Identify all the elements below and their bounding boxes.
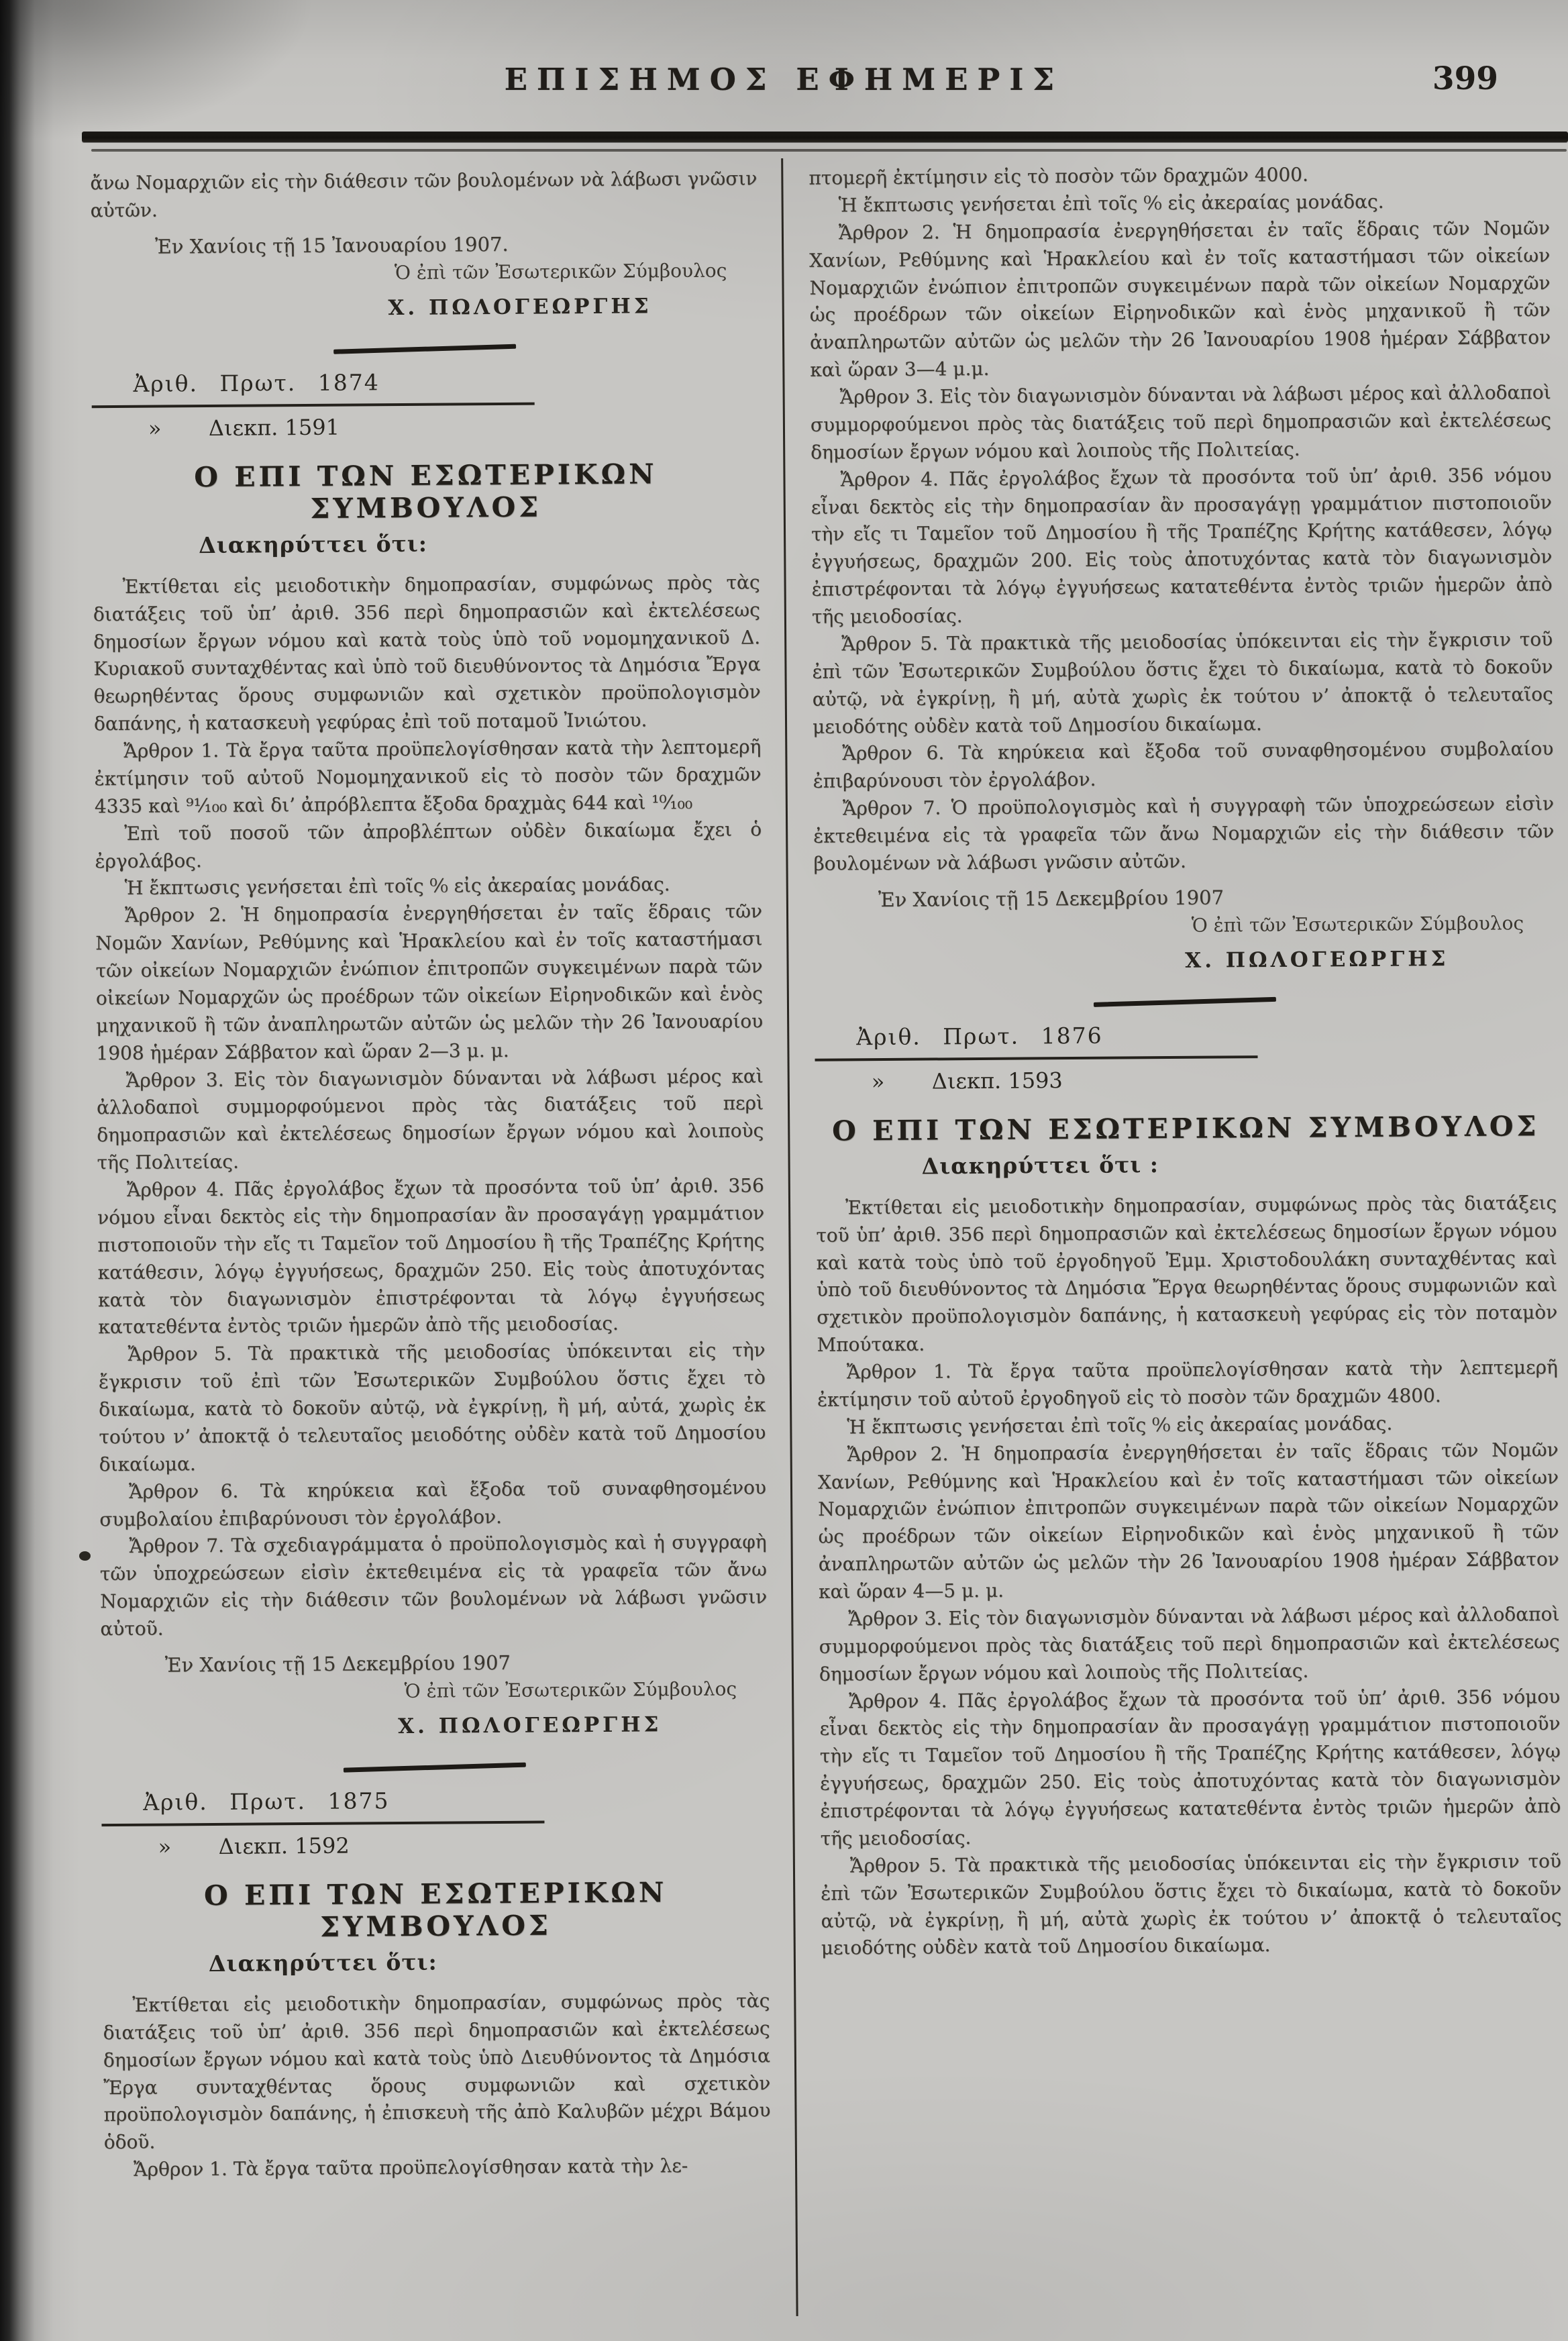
content-columns [0,137,1568,2322]
notice-1875-discount-note: Ἡ ἔκπτωσις γενήσεται ἐπὶ τοῖς ⁰⁄₀ εἰς ἀκεραίας μονάδας. [838,190,1384,217]
dispatch-label: Διεκπ. 1592 [218,1832,350,1859]
protocol-number: Ἀριθ. Πρωτ. 1876 [815,1021,1257,1061]
ditto-mark: » [871,1068,885,1094]
notice-1875-intro: Ἐκτίθεται εἰς μειοδοτικὴν δημοπρασίαν, συμφώνως πρὸς τὰς διατάξεις τοῦ ὑπ’ ἀριθ. 356 περὶ δημοπρασιῶν καὶ ἐκτελέσεως δημοσίων ἔργων νόμου καὶ κατὰ τοὺς ὑπὸ Διευθύνοντος τὰ Δημόσια Ἔργα συνταχθέντας ὅρους συμφωνιῶν καὶ σχετικὸν προϋπολογισμὸν δαπάνης, ἡ ἐπισκευὴ τῆς ἀπὸ Καλυβῶν μέχρι Βάμου ὁδοῦ. [103,1989,771,2154]
dateline: Ἐν Χανίοις τῇ 15 Δεκεμβρίου 1907 [878,886,1224,911]
signature-name: Χ. ΠΩΛΟΓΕΩΡΓΗΣ [398,1712,662,1738]
signature-role: Ὁ ἐπὶ τῶν Ἐσωτερικῶν Σύμβουλος [404,1677,737,1702]
dateline: Ἐν Χανίοις τῇ 15 Δεκεμβρίου 1907 [164,1651,511,1677]
notice-1874-article-1: Ἄρθρον 1. Τὰ ἔργα ταῦτα προϋπελογίσθησαν κατὰ τὴν λεπτομερῆ ἐκτίμησιν τοῦ αὐτοῦ Νομομηχανικοῦ εἰς τὸ ποσὸν τῶν δραχμῶν 4335 καὶ ⁹¹⁄₁₀₀ καὶ δι’ ἀπρόβλεπτα ἔξοδα δραχμὰς 644 καὶ ¹⁰⁄₁₀₀ [94,735,762,817]
notice-1874-ref-block [91,366,759,441]
left-column [90,165,796,2321]
protocol-number: Ἀριθ. Πρωτ. 1875 [101,1786,544,1826]
proclaims-line: Διακηρύττει ὅτι: [199,530,428,558]
proclaims-line: Διακηρύττει ὅτι : [921,1151,1159,1180]
proclaims-line: Διακηρύττει ὅτι: [208,1948,437,1977]
notice-1876-title: Ο ΕΠΙ ΤΩΝ ΕΣΩΤΕΡΙΚΩΝ ΣΥΜΒΟΥΛΟΣ [831,1109,1540,1147]
dispatch-number [92,411,759,441]
notice-1874-article-2: Ἄρθρον 2. Ἡ δημοπρασία ἐνεργηθήσεται ἐν ταῖς ἕδραις τῶν Νομῶν Χανίων, Ρεθύμνης καὶ Ἡρακλείου καὶ ἐν τοῖς καταστήμασι τῶν οἰκείων Νομαρχιῶν ἐνώπιον ἐπιτροπῶν συγκειμένων παρὰ τῶν οἰκείων Νομαρχῶν ὡς προέδρων τῶν οἰκείων Εἰρηνοδικῶν καὶ ἑνὸς μηχανικοῦ ἢ τῶν ἀναπληρωτῶν αὐτῶν ὡς μελῶν τὴν 26 Ἰανουαρίου 1908 ἡμέραν Σάββατον καὶ ὥραν 2—3 μ. μ. [95,900,764,1064]
dispatch-label: Διεκπ. 1591 [208,414,340,441]
notice-1874-intro: Ἐκτίθεται εἰς μειοδοτικὴν δημοπρασίαν, συμφώνως πρὸς τὰς διατάξεις τοῦ ὑπ’ ἀριθ. 356 περὶ δημοπρασιῶν καὶ ἐκτελέσεως δημοσίων ἔργων νόμου καὶ κατὰ τοὺς ὑπὸ τοῦ νομομηχανικοῦ Δ. Κυριακοῦ συνταχθέντας καὶ ὑπὸ τοῦ διευθύνοντος τὰ Δημόσια Ἔργα θεωρηθέντας ὅρους συμφωνιῶν καὶ σχετικὸν προϋπολογισμὸν δαπάνης, ἡ κατασκευὴ γεφύρας ἐπὶ τοῦ ποταμοῦ Ἰνιώτου. [93,571,761,735]
notice-1876-article-3: Ἄρθρον 3. Εἰς τὸν διαγωνισμὸν δύνανται νὰ λάβωσι μέρος καὶ ἀλλοδαποὶ συμμορφούμενοι πρὸς τὰς διατάξεις τοῦ περὶ δημοπρασιῶν καὶ ἐκτελέσεως δημοσίων ἔργων νόμου καὶ λοιποὺς τῆς Πολιτείας. [819,1602,1560,1685]
notice-1874-article-6: Ἄρθρον 6. Τὰ κηρύκεια καὶ ἔξοδα τοῦ συναφθησομένου συμβολαίου ἐπιβαρύνουσι τὸν ἐργολάβον. [99,1475,767,1530]
ink-spot [79,1551,91,1561]
ditto-mark: » [158,1834,172,1860]
section-divider-rule [333,344,516,354]
section-divider-rule [1094,997,1276,1007]
ditto-mark: » [148,415,162,441]
notice-1874-article-3: Ἄρθρον 3. Εἰς τὸν διαγωνισμὸν δύνανται νὰ λάβωσι μέρος καὶ ἀλλοδαποὶ συμμορφούμενοι πρὸς τὰς διατάξεις τοῦ περὶ δημοπρασιῶν καὶ ἐκτελέσεως δημοσίων ἔργων νόμου καὶ λοιποὺς τῆς Πολιτείας. [96,1064,764,1174]
notice-1875-article-3: Ἄρθρον 3. Εἰς τὸν διαγωνισμὸν δύνανται νὰ λάβωσι μέρος καὶ ἀλλοδαποὶ συμμορφούμενοι πρὸς τὰς διατάξεις τοῦ περὶ δημοπρασιῶν καὶ ἐκτελέσεως δημοσίων ἔργων νόμου καὶ λοιποὺς τῆς Πολιτείας. [810,381,1552,464]
dispatch-number [815,1064,1556,1095]
notice-1874-title: Ο ΕΠΙ ΤΩΝ ΕΣΩΤΕΡΙΚΩΝ ΣΥΜΒΟΥΛΟΣ [194,458,658,525]
dispatch-number [102,1830,769,1860]
notice-1876-discount-note: Ἡ ἔκπτωσις γενήσεται ἐπὶ τοῖς ⁰⁄₀ εἰς ἀκεραίας μονάδας. [847,1412,1393,1439]
notice-1875-article-4: Ἄρθρον 4. Πᾶς ἐργολάβος ἔχων τὰ προσόντα τοῦ ὑπ’ ἀριθ. 356 νόμου εἶναι δεκτὸς εἰς τὴν δημοπρασίαν ἂν προσαγάγῃ γραμμάτιον πιστοποιοῦν τὴν εἴς τι Ταμεῖον τοῦ Δημοσίου ἢ τῆς Τραπέζης Κρήτης κατάθεσεν, λόγῳ ἐγγυήσεως, δραχμῶν 200. Εἰς τοὺς ἀποτυχόντας κατὰ τὸν διαγωνισμὸν ἐπιστρέφονται τὰ λόγῳ ἐγγυήσεως κατατεθέντα ἐντὸς τριῶν ἡμερῶν ἀπὸ τῆς μειοδοσίας. [811,463,1553,628]
notice-1875-article-5: Ἄρθρον 5. Τὰ πρακτικὰ τῆς μειοδοσίας ὑπόκεινται εἰς τὴν ἔγκρισιν τοῦ ἐπὶ τῶν Ἐσωτερικῶν Συμβούλου ὅστις ἔχει τὸ δικαίωμα, κατὰ τὸ δοκοῦν αὐτῷ, νὰ ἐγκρίνῃ, ἢ μή, αὐτὰ χωρὶς ἐκ τούτου ν’ ἀποκτᾷ ὁ τελευταῖος μειοδότης οὐδὲν κατὰ τοῦ Δημοσίου δικαίωμα. [812,627,1553,738]
notice-1875-title: Ο ΕΠΙ ΤΩΝ ΕΣΩΤΕΡΙΚΩΝ ΣΥΜΒΟΥΛΟΣ [203,1876,668,1943]
notice-1876-article-2: Ἄρθρον 2. Ἡ δημοπρασία ἐνεργηθήσεται ἐν ταῖς ἕδραις τῶν Νομῶν Χανίων, Ρεθύμνης καὶ Ἡρακλείου καὶ ἐν τοῖς καταστήμασι τῶν οἰκείων Νομαρχιῶν ἐνώπιον ἐπιτροπῶν συγκειμένων παρὰ τῶν οἰκείων Νομαρχῶν ὡς προέδρων τῶν οἰκείων Εἰρηνοδικῶν καὶ ἑνὸς μηχανικοῦ ἢ τῶν ἀναπληρωτῶν αὐτῶν ὡς μελῶν τὴν 26 Ἰανουαρίου 1908 ἡμέραν Σάββατον καὶ ὥραν 4—5 μ. μ. [817,1438,1559,1603]
notice-1874-discount-note: Ἡ ἔκπτωσις γενήσεται ἐπὶ τοῖς ⁰⁄₀ εἰς ἀκεραίας μονάδας. [124,873,670,900]
signature-role: Ὁ ἐπὶ τῶν Ἐσωτερικῶν Σύμβουλος [394,259,727,284]
page-number: 399 [1432,60,1498,97]
notice-1874-unforeseen-note: Ἐπὶ τοῦ ποσοῦ τῶν ἀπροβλέπτων οὐδὲν δικαίωμα ἔχει ὁ ἐργολάβος. [95,817,762,872]
notice-1875-article-2: Ἄρθρον 2. Ἡ δημοπρασία ἐνεργηθήσεται ἐν ταῖς ἕδραις τῶν Νομῶν Χανίων, Ρεθύμνης καὶ Ἡρακλείου καὶ ἐν τοῖς καταστήμασι τῶν οἰκείων Νομαρχιῶν ἐνώπιον ἐπιτροπῶν συγκειμένων παρὰ τῶν οἰκείων Νομαρχῶν ὡς προέδρων τῶν οἰκείων Εἰρηνοδικῶν καὶ ἑνὸς μηχανικοῦ ἢ τῶν ἀναπληρωτῶν αὐτῶν ὡς μελῶν τὴν 26 Ἰανουαρίου 1908 ἡμέραν Σάββατον καὶ ὥραν 3—4 μ.μ. [809,216,1551,381]
signature-name: Χ. ΠΩΛΟΓΕΩΡΓΗΣ [1185,946,1449,973]
notice-1875-article-7: Ἄρθρον 7. Ὁ προϋπολογισμὸς καὶ ἡ συγγραφὴ τῶν ὑποχρεώσεων εἰσὶν ἐκτεθειμένα εἰς τὰ γραφεῖα τῶν ἄνω Νομαρχιῶν εἰς τὴν διάθεσιν τῶν βουλομένων νὰ λάβωσι γνῶσιν αὐτῶν. [813,792,1555,875]
notice-1875-article-1-end: πτομερῆ ἐκτίμησιν εἰς τὸ ποσὸν τῶν δραχμῶν 4000. [808,163,1309,189]
right-column [783,160,1564,2316]
notice-1874-article-5: Ἄρθρον 5. Τὰ πρακτικὰ τῆς μειοδοσίας ὑπόκεινται εἰς τὴν ἔγκρισιν τοῦ ἐπὶ τῶν Ἐσωτερικῶν Συμβούλου ὅστις ἔχει τὸ δικαίωμα, κατὰ τὸ δοκοῦν αὐτῷ, νὰ ἐγκρίνῃ, ἢ μή, αὐτά, χωρὶς ἐκ τούτου ν’ ἀποκτᾷ ὁ τελευταῖος μειοδότης οὐδὲν κατὰ τοῦ Δημοσίου δικαίωμα. [98,1339,766,1475]
notice-1876-intro: Ἐκτίθεται εἰς μειοδοτικὴν δημοπρασίαν, συμφώνως πρὸς τὰς διατάξεις τοῦ ὑπ’ ἀριθ. 356 περὶ δημοπρασιῶν καὶ ἐκτελέσεως δημοσίων ἔργων νόμου καὶ κατὰ τοὺς ὑπὸ τοῦ ἐργοδηγοῦ Ἐμμ. Χριστοδουλάκη συνταχθέντας καὶ ὑπὸ τοῦ διευθύνοντος τὰ Δημόσια Ἔργα θεωρηθέντας ὅρους συμφωνιῶν καὶ σχετικὸν προϋπολογισμὸν δαπάνης, ἡ κατασκευὴ γεφύρας εἰς τὸν ποταμὸν Μπούτακα. [816,1191,1558,1356]
notice-1875-article-1-start: Ἄρθρον 1. Τὰ ἔργα ταῦτα προϋπελογίσθησαν κατὰ τὴν λε- [133,2154,688,2181]
notice-1876-ref-block [815,1019,1556,1095]
protocol-number: Ἀριθ. Πρωτ. 1874 [91,368,534,408]
notice-1875-ref-block [101,1785,769,1860]
masthead-title: ΕΠΙΣΗΜΟΣ ΕΦΗΜΕΡΙΣ [504,62,1064,97]
carryover-paragraph: ἄνω Νομαρχιῶν εἰς τὴν διάθεσιν τῶν βουλομένων νὰ λάβωσι γνῶσιν αὐτῶν. [90,167,757,222]
section-divider-rule [344,1763,526,1773]
notice-1875-article-6: Ἄρθρον 6. Τὰ κηρύκεια καὶ ἔξοδα τοῦ συναφθησομένου συμβολαίου ἐπιβαρύνουσι τὸν ἐργολάβον. [813,737,1554,792]
notice-1876-article-5: Ἄρθρον 5. Τὰ πρακτικὰ τῆς μειοδοσίας ὑπόκεινται εἰς τὴν ἔγκρισιν τοῦ ἐπὶ τῶν Ἐσωτερικῶν Συμβούλου ὅστις ἔχει τὸ δικαίωμα, κατὰ τὸ δοκοῦν αὐτῷ, νὰ ἐγκρίνῃ, ἢ μή, αὐτὰ χωρὶς ἐκ τούτου ν’ ἀποκτᾷ ὁ τελευταῖος μειοδότης οὐδὲν κατὰ τοῦ Δημοσίου δικαίωμα. [821,1849,1562,1960]
notice-1876-article-4: Ἄρθρον 4. Πᾶς ἐργολάβος ἔχων τὰ προσόντα τοῦ ὑπ’ ἀριθ. 356 νόμου εἶναι δεκτὸς εἰς τὴν δημοπρασίαν ἂν προσαγάγῃ γραμμάτιον πιστοποιοῦν τὴν εἴς τι Ταμεῖον τοῦ Δημοσίου ἢ τῆς Τραπέζης Κρήτης κατάθεσεν, λόγῳ ἐγγυήσεως, δραχμῶν 250. Εἰς τοὺς ἀποτυχόντας κατὰ τὸν διαγωνισμὸν ἐπιστρέφονται τὰ λόγῳ ἐγγυήσεως κατατεθέντα ἐντὸς τριῶν ἡμερῶν ἀπὸ τῆς μειοδοσίας. [819,1685,1561,1850]
signature-role: Ὁ ἐπὶ τῶν Ἐσωτερικῶν Σύμβουλος [1191,912,1524,937]
dateline: Ἐν Χανίοις τῇ 15 Ἰανουαρίου 1907. [154,232,509,258]
dispatch-label: Διεκπ. 1593 [931,1067,1063,1094]
masthead [0,0,1568,132]
signature-name: Χ. ΠΩΛΟΓΕΩΡΓΗΣ [388,294,652,320]
notice-1874-article-4: Ἄρθρον 4. Πᾶς ἐργολάβος ἔχων τὰ προσόντα τοῦ ὑπ’ ἀριθ. 356 νόμου εἶναι δεκτὸς εἰς τὴν δημοπρασίαν ἂν προσαγάγῃ γραμμάτιον πιστοποιοῦν τὴν εἴς τι Ταμεῖον τοῦ Δημοσίου ἢ τῆς Τραπέζης Κρήτης κατάθεσιν, λόγῳ ἐγγυήσεως, δραχμῶν 250. Εἰς τοὺς ἀποτυχόντας κατὰ τὸν διαγωνισμὸν ἐπιστρέφονται τὰ λόγῳ ἐγγυήσεως κατατεθέντα ἐντὸς τριῶν ἡμερῶν ἀπὸ τῆς μειοδοσίας. [97,1174,766,1339]
notice-1874-article-7: Ἄρθρον 7. Τὰ σχεδιαγράμματα ὁ προϋπολογισμὸς καὶ ἡ συγγραφὴ τῶν ὑποχρεώσεων εἰσὶν ἐκτεθειμένα εἰς τὰ γραφεῖα τῶν ἄνω Νομαρχιῶν εἰς τὴν διάθεσιν τῶν βουλομένων νὰ λάβωσι γνῶσιν αὐτοῦ. [99,1530,768,1641]
notice-1876-article-1: Ἄρθρον 1. Τὰ ἔργα ταῦτα προϋπελογίσθησαν κατὰ τὴν λεπτεμερῆ ἐκτίμησιν τοῦ αὐτοῦ ἐργοδηγοῦ εἰς τὸ ποσὸν τῶν δραχμῶν 4800. [817,1355,1558,1411]
